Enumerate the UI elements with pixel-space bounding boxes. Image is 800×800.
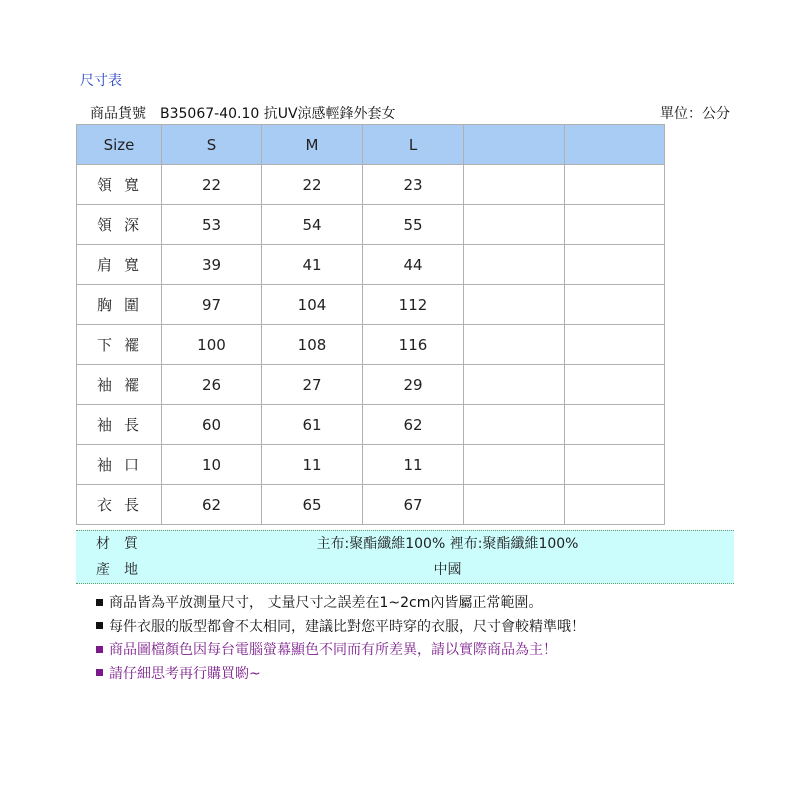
table-cell: 23 (363, 165, 464, 205)
table-cell (464, 445, 565, 485)
table-cell (464, 245, 565, 285)
material-row (76, 531, 734, 557)
table-cell (565, 365, 665, 405)
bullet-icon (96, 646, 103, 653)
table-cell: 11 (262, 445, 363, 485)
table-cell (464, 405, 565, 445)
table-cell: 22 (162, 165, 262, 205)
table-cell: 62 (162, 485, 262, 525)
table-cell (464, 205, 565, 245)
table-row (77, 325, 665, 365)
product-code: 商品貨號 B35067-40.10 抗UV涼感輕鋒外套女 (90, 106, 396, 122)
table-cell: 97 (162, 285, 262, 325)
table-cell: 112 (363, 285, 464, 325)
table-row (77, 365, 665, 405)
table-cell (565, 245, 665, 285)
table-row (77, 285, 665, 325)
note-item (96, 663, 585, 687)
bullet-icon (96, 599, 103, 606)
table-cell: 116 (363, 325, 464, 365)
notes-list (96, 592, 585, 686)
table-cell: 11 (363, 445, 464, 485)
table-cell: 62 (363, 405, 464, 445)
note-item (96, 592, 585, 616)
table-row (77, 445, 665, 485)
table-cell (464, 285, 565, 325)
note-item (96, 616, 585, 640)
table-cell (565, 285, 665, 325)
table-cell: 22 (262, 165, 363, 205)
header-empty (464, 125, 565, 165)
row-label: 領深 (77, 205, 162, 245)
table-cell: 65 (262, 485, 363, 525)
header-s: S (162, 125, 262, 165)
row-label: 衣長 (77, 485, 162, 525)
row-label: 領寬 (77, 165, 162, 205)
table-cell: 41 (262, 245, 363, 285)
row-label: 下襬 (77, 325, 162, 365)
table-cell: 26 (162, 365, 262, 405)
note-text: 商品圖檔顏色因每台電腦螢幕顯色不同而有所差異，請以實際商品為主！ (109, 642, 557, 658)
note-text: 請仔細思考再行購買喲~ (109, 665, 261, 682)
table-cell: 44 (363, 245, 464, 285)
note-text: 每件衣服的版型都會不太相同，建議比對您平時穿的衣服，尺寸會較精準哦！ (109, 618, 585, 635)
table-cell (464, 325, 565, 365)
material-origin-box (76, 530, 734, 584)
table-cell (565, 445, 665, 485)
row-label: 袖襬 (77, 365, 162, 405)
table-cell: 55 (363, 205, 464, 245)
table-cell: 53 (162, 205, 262, 245)
row-label: 胸圍 (77, 285, 162, 325)
table-cell (464, 165, 565, 205)
row-label: 肩寬 (77, 245, 162, 285)
table-cell: 100 (162, 325, 262, 365)
table-row (77, 205, 665, 245)
table-cell (565, 205, 665, 245)
header-empty (565, 125, 665, 165)
table-header-row (77, 125, 665, 165)
material-value: 主布:聚酯纖維100% 裡布:聚酯纖維100% (316, 536, 579, 552)
origin-value: 中國 (433, 562, 462, 578)
size-table (76, 124, 665, 525)
table-cell: 61 (262, 405, 363, 445)
header-l: L (363, 125, 464, 165)
table-cell: 67 (363, 485, 464, 525)
table-cell: 10 (162, 445, 262, 485)
table-cell (565, 325, 665, 365)
row-label: 袖口 (77, 445, 162, 485)
material-label: 材質 (96, 536, 152, 552)
table-row (77, 405, 665, 445)
table-cell: 39 (162, 245, 262, 285)
note-text: 商品皆為平放測量尺寸， 丈量尺寸之誤差在1~2cm內皆屬正常範圍。 (109, 595, 543, 611)
note-item (96, 639, 585, 663)
table-cell (565, 165, 665, 205)
origin-label: 產地 (96, 562, 152, 578)
table-cell: 27 (262, 365, 363, 405)
header-m: M (262, 125, 363, 165)
unit-label: 單位：公分 (660, 106, 730, 122)
row-label: 袖長 (77, 405, 162, 445)
header-size: Size (77, 125, 162, 165)
bullet-icon (96, 622, 103, 629)
table-cell (464, 485, 565, 525)
table-cell (464, 365, 565, 405)
bullet-icon (96, 669, 103, 676)
table-cell: 104 (262, 285, 363, 325)
table-cell (565, 405, 665, 445)
table-row (77, 165, 665, 205)
table-cell (565, 485, 665, 525)
table-cell: 29 (363, 365, 464, 405)
table-cell: 60 (162, 405, 262, 445)
table-row (77, 245, 665, 285)
table-cell: 54 (262, 205, 363, 245)
table-cell: 108 (262, 325, 363, 365)
table-row (77, 485, 665, 525)
origin-row (76, 557, 734, 583)
page-title: 尺寸表 (80, 73, 122, 89)
